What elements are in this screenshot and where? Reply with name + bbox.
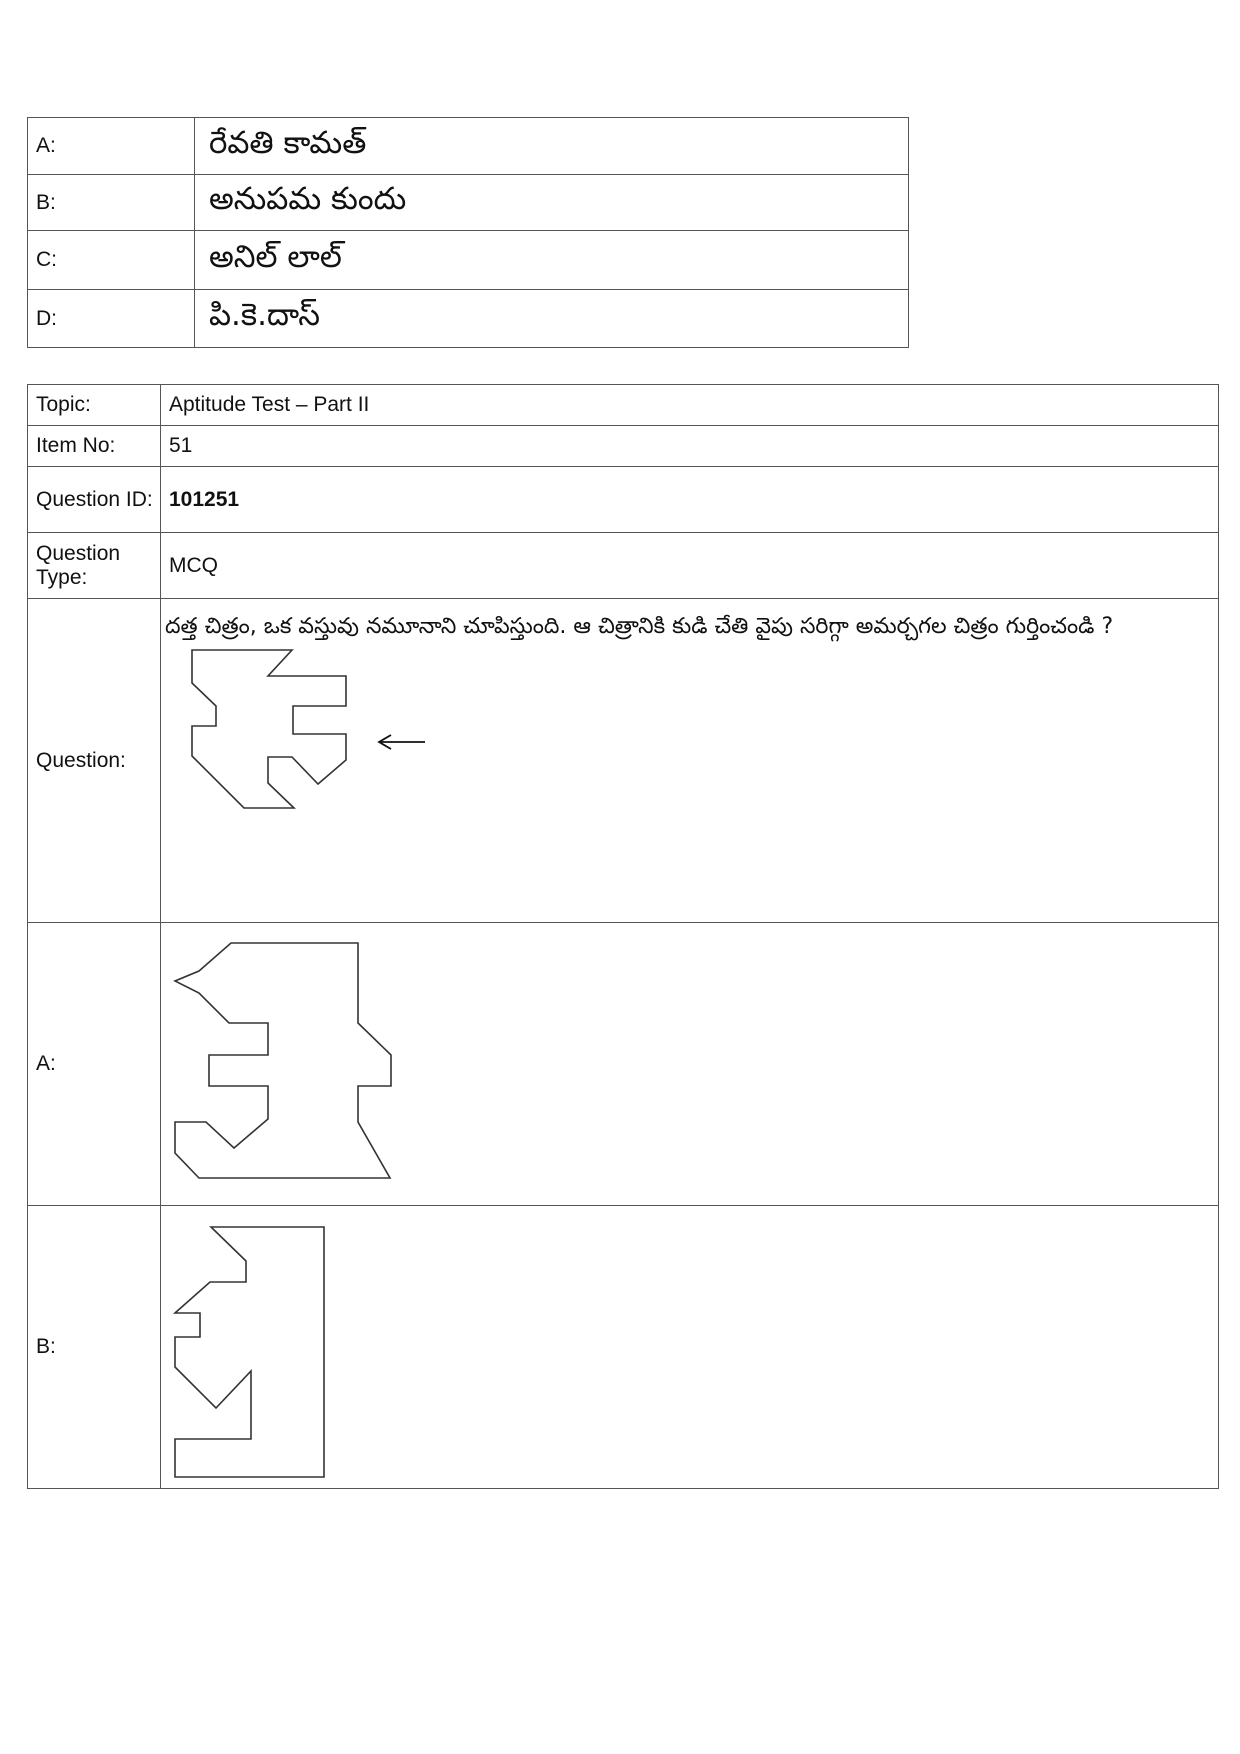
option-a-figure bbox=[161, 929, 401, 1199]
previous-options-table bbox=[27, 117, 909, 348]
item-no-row bbox=[28, 426, 1219, 467]
question-id-label: Question ID: bbox=[28, 467, 161, 533]
option-b-shape bbox=[175, 1227, 324, 1477]
question-text: దత్త చిత్రం, ఒక వస్తువు నమూనాని చూపిస్తుంది. ఆ చిత్రానికి కుడి చేతి వైపు సరిగ్గా అమర్చగల చిత్రం గుర్తించండి ? bbox=[165, 614, 1114, 639]
question-shape bbox=[192, 650, 346, 808]
question-id-value: 101251 bbox=[161, 467, 1219, 533]
option-value: రేవతి కామత్ bbox=[195, 118, 909, 175]
previous-option-row bbox=[28, 118, 909, 175]
option-value: అనిల్ లాల్ bbox=[195, 231, 909, 290]
option-a-label: A: bbox=[28, 923, 161, 1206]
question-table bbox=[27, 384, 1219, 1489]
topic-label: Topic: bbox=[28, 385, 161, 426]
question-type-label: Question Type: bbox=[28, 533, 161, 599]
option-b-figure bbox=[161, 1212, 401, 1482]
topic-row bbox=[28, 385, 1219, 426]
option-a-row bbox=[28, 923, 1219, 1206]
question-row bbox=[28, 599, 1219, 923]
option-label: A: bbox=[28, 118, 195, 175]
question-figure bbox=[161, 646, 461, 866]
option-label: B: bbox=[28, 175, 195, 231]
option-a-shape bbox=[175, 943, 391, 1178]
previous-option-row bbox=[28, 290, 909, 348]
question-cell bbox=[161, 599, 1219, 923]
previous-option-row bbox=[28, 175, 909, 231]
option-value: అనుపమ కుందు bbox=[195, 175, 909, 231]
option-b-label: B: bbox=[28, 1206, 161, 1489]
item-no-value: 51 bbox=[161, 426, 1219, 467]
question-label: Question: bbox=[28, 599, 161, 923]
option-a-cell bbox=[161, 923, 1219, 1206]
question-type-value: MCQ bbox=[161, 533, 1219, 599]
option-label: D: bbox=[28, 290, 195, 348]
question-type-row bbox=[28, 533, 1219, 599]
option-b-cell bbox=[161, 1206, 1219, 1489]
option-value: పి.కె.దాస్ bbox=[195, 290, 909, 348]
item-no-label: Item No: bbox=[28, 426, 161, 467]
topic-value: Aptitude Test – Part II bbox=[161, 385, 1219, 426]
option-b-row bbox=[28, 1206, 1219, 1489]
question-id-row bbox=[28, 467, 1219, 533]
option-label: C: bbox=[28, 231, 195, 290]
previous-option-row bbox=[28, 231, 909, 290]
